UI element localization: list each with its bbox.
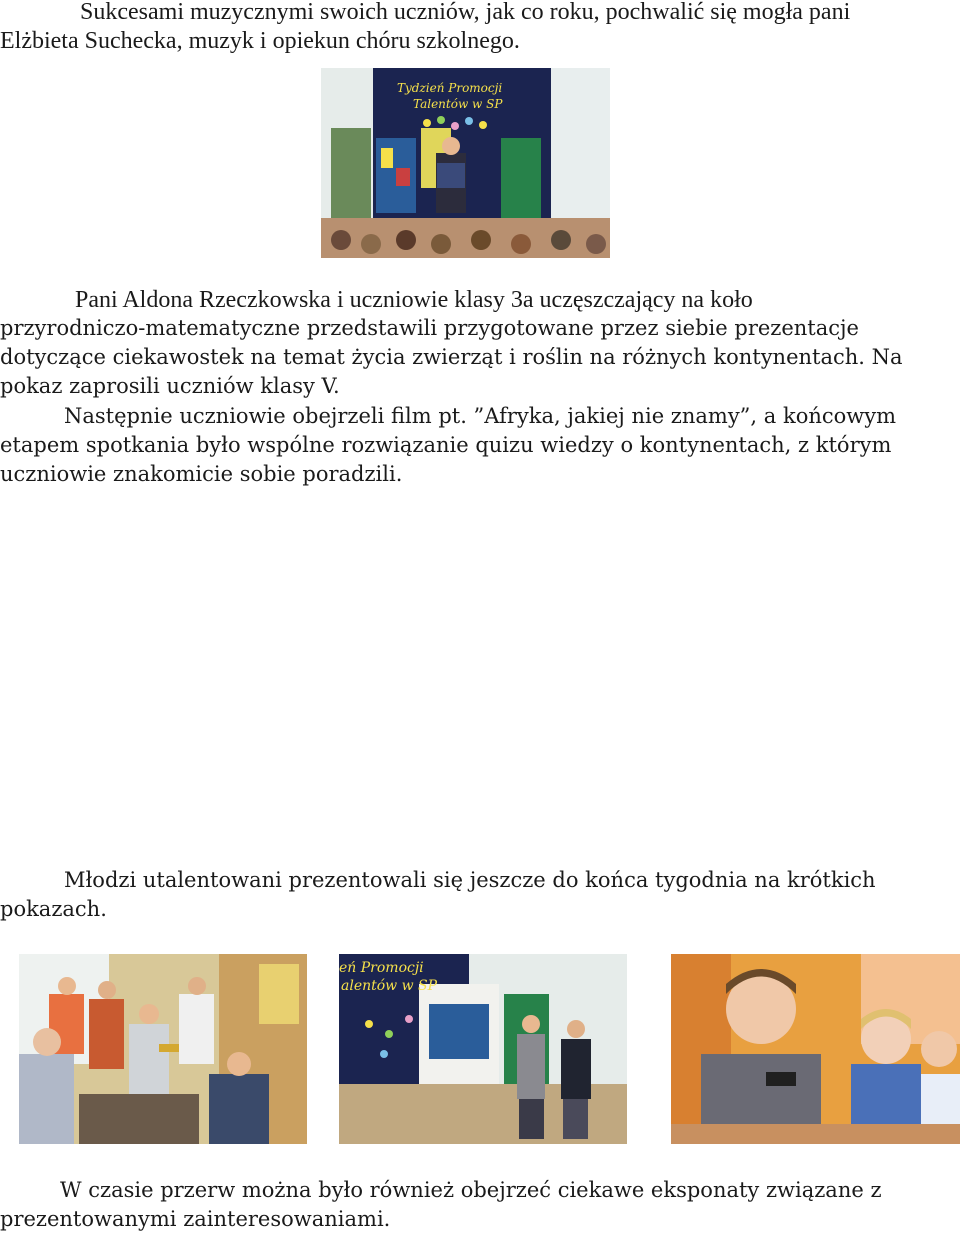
text-line: etapem spotkania było wspólne rozwiązanie quizu wiedzy o kontynentach, z którym	[0, 433, 892, 457]
text-line: Sukcesami muzycznymi swoich uczniów, jak co roku, pochwalić się mogła pani	[80, 0, 851, 25]
text-line: W czasie przerw można było również obejrzeć ciekawe eksponaty związane z	[60, 1178, 882, 1202]
text-line: Pani Aldona Rzeczkowska i uczniowie klasy 3a uczęszczający na koło	[75, 287, 753, 313]
paragraph-film-quiz	[0, 402, 945, 489]
paragraph-nature-club-cont	[0, 314, 945, 401]
paragraph-talents	[0, 866, 945, 924]
banner-text-line2: Talentów w SP	[413, 97, 503, 111]
text-line: Następnie uczniowie obejrzeli film pt. ”Afryka, jakiej nie znamy”, a końcowym	[64, 404, 897, 428]
photo-stage-presenter	[321, 68, 610, 258]
text-line: prezentowanymi zainteresowaniami.	[0, 1207, 391, 1231]
text-line: uczniowie znakomicie sobie poradzili.	[0, 462, 403, 486]
banner-text-small-line2: alentów w SP	[341, 978, 438, 994]
text-line: pokaz zaprosili uczniów klasy V.	[0, 374, 340, 398]
photo-children-crafts	[671, 954, 960, 1144]
photo-stage-two-boys	[339, 954, 627, 1144]
banner-text-line1: Tydzień Promocji	[397, 81, 503, 95]
text-line: Młodzi utalentowani prezentowali się jeszcze do końca tygodnia na krótkich	[64, 868, 876, 892]
text-line: Elżbieta Suchecka, muzyk i opiekun chóru szkolnego.	[0, 28, 520, 54]
paragraph-exhibits	[0, 1176, 945, 1234]
text-line: przyrodniczo-matematyczne przedstawili przygotowane przez siebie prezentacje	[0, 316, 859, 340]
photo-trumpet-corridor	[19, 954, 307, 1144]
paragraph-nature-club	[0, 286, 945, 315]
text-line: pokazach.	[0, 897, 107, 921]
text-line: dotyczące ciekawostek na temat życia zwierząt i roślin na różnych kontynentach. Na	[0, 345, 903, 369]
banner-text-small-line1: eń Promocji	[339, 960, 424, 976]
paragraph-choir	[0, 0, 945, 56]
